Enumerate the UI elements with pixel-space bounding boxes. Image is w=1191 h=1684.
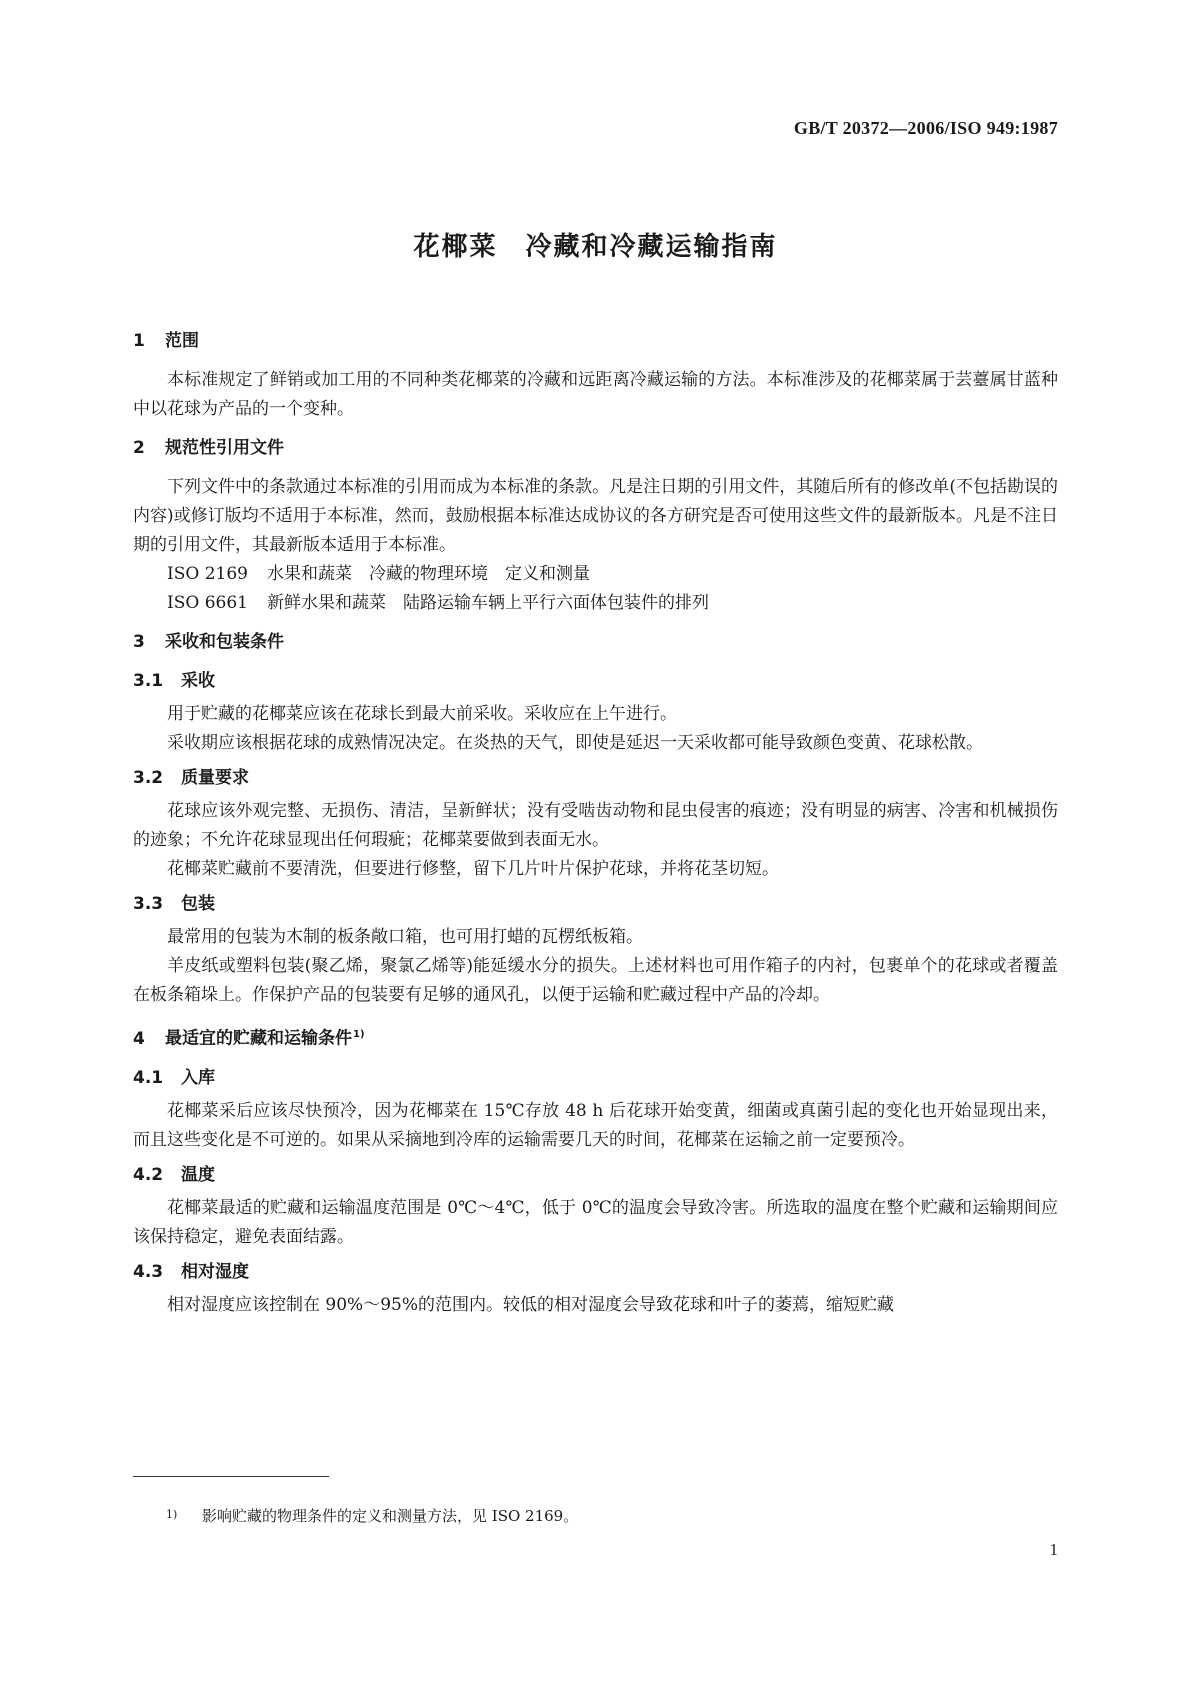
paragraph: 花椰菜贮藏前不要清洗，但要进行修整，留下几片叶片保护花球，并将花茎切短。 bbox=[167, 859, 779, 879]
subsection-heading-4-3: 4.3 相对湿度 bbox=[133, 1261, 249, 1282]
standard-code: GB/T 20372—2006/ISO 949:1987 bbox=[793, 118, 1058, 138]
paragraph: 相对湿度应该控制在 90%～95%的范围内。较低的相对湿度会导致花球和叶子的萎蔫，缩短贮藏 bbox=[167, 1294, 894, 1315]
paragraph: 本标准规定了鲜销或加工用的不同种类花椰菜的冷藏和远距离冷藏运输的方法。本标准涉及的花椰菜属于芸薹属甘蓝种中以花球为产品的一个变种。 bbox=[133, 370, 1058, 419]
subsection-heading-4-2: 4.2 温度 bbox=[133, 1164, 215, 1185]
paragraph: 用于贮藏的花椰菜应该在花球长到最大前采收。采收应在上午进行。 bbox=[167, 704, 677, 724]
section-heading-4: 4 最适宜的贮藏和运输条件$^{1)}$ bbox=[133, 1028, 365, 1049]
document-title: 花椰菜 冷藏和冷藏运输指南 bbox=[413, 232, 778, 262]
paragraph: 花椰菜最适的贮藏和运输温度范围是 0℃～4℃，低于 0℃的温度会导致冷害。所选取的温度在整个贮藏和运输期间应该保持稳定，避免表面结露。 bbox=[133, 1197, 1058, 1247]
document-body bbox=[133, 327, 1058, 1320]
subsection-heading-3-3: 3.3 包装 bbox=[133, 894, 215, 914]
footnote-reference: 1) bbox=[353, 1029, 365, 1040]
reference-item: ISO 2169 水果和蔬菜 冷藏的物理环境 定义和测量 bbox=[167, 564, 590, 584]
reference-item: ISO 6661 新鲜水果和蔬菜 陆路运输车辆上平行六面体包装件的排列 bbox=[167, 593, 709, 613]
footnote-divider bbox=[133, 1476, 329, 1477]
paragraph: 花球应该外观完整、无损伤、清洁，呈新鲜状；没有受啮齿动物和昆虫侵害的痕迹；没有明显的病害、冷害和机械损伤的迹象；不允许花球显现出任何瑕疵；花椰菜要做到表面无水。 bbox=[133, 801, 1058, 850]
paragraph: 羊皮纸或塑料包装(聚乙烯，聚氯乙烯等)能延缓水分的损失。上述材料也可用作箱子的内衬，包裹单个的花球或者覆盖在板条箱垛上。作保护产品的包装要有足够的通风孔，以便于运输和贮藏过程中产品的冷却。 bbox=[133, 956, 1058, 1005]
footnote-mark: 1) bbox=[166, 1508, 178, 1521]
subsection-heading-3-2: 3.2 质量要求 bbox=[133, 768, 249, 788]
subsection-heading-4-1: 4.1 入库 bbox=[133, 1067, 215, 1088]
paragraph: 最常用的包装为木制的板条敞口箱，也可用打蜡的瓦楞纸板箱。 bbox=[167, 927, 643, 947]
section-heading-1: 1 范围 bbox=[133, 331, 199, 351]
page-number: 1 bbox=[1049, 1540, 1058, 1559]
section-heading-3: 3 采收和包装条件 bbox=[133, 632, 284, 652]
footnote bbox=[166, 1505, 578, 1526]
paragraph: 下列文件中的条款通过本标准的引用而成为本标准的条款。凡是注日期的引用文件，其随后所有的修改单(不包括勘误的内容)或修订版均不适用于本标准，然而，鼓励根据本标准达成协议的各方研究是否可使用这些文件的最新版本。凡是不注日期的引用文件，其最新版本适用于本标准。 bbox=[133, 477, 1058, 555]
paragraph: 花椰菜采后应该尽快预冷，因为花椰菜在 15℃存放 48 h 后花球开始变黄，细菌或真菌引起的变化也开始显现出来，而且这些变化是不可逆的。如果从采摘地到冷库的运输需要几天的时间，花椰菜在运输之前一定要预冷。 bbox=[133, 1100, 1058, 1150]
section-heading-2: 2 规范性引用文件 bbox=[133, 438, 284, 458]
subsection-heading-3-1: 3.1 采收 bbox=[133, 671, 215, 691]
footnote-text: 影响贮藏的物理条件的定义和测量方法，见 ISO 2169。 bbox=[202, 1507, 579, 1525]
paragraph: 采收期应该根据花球的成熟情况决定。在炎热的天气，即使是延迟一天采收都可能导致颜色变黄、花球松散。 bbox=[167, 733, 983, 753]
